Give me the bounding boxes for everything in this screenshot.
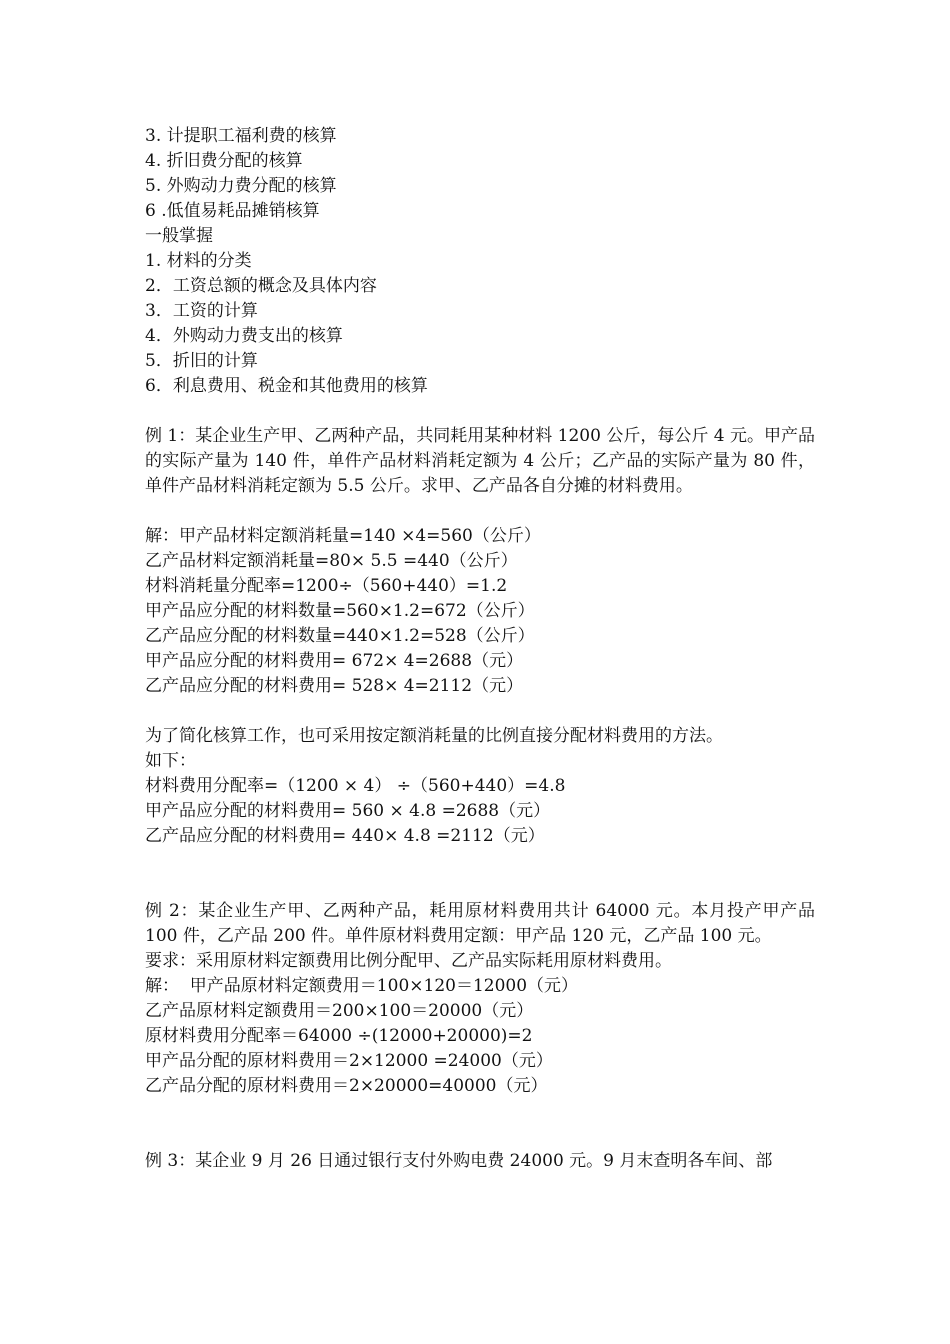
document-page bbox=[145, 124, 815, 1174]
solution-line: 材料费用分配率=（1200 × 4） ÷（560+440）=4.8 bbox=[145, 776, 566, 796]
example-1 bbox=[145, 424, 815, 849]
solution-line: 解：甲产品材料定额消耗量=140 ×4=560（公斤） bbox=[145, 526, 541, 546]
solution-line: 乙产品应分配的材料费用= 528× 4=2112（元） bbox=[145, 676, 524, 696]
general-list bbox=[145, 249, 815, 399]
list-item: 4. 折旧费分配的核算 bbox=[145, 151, 303, 171]
solution-line: 乙产品材料定额消耗量=80× 5.5 =440（公斤） bbox=[145, 551, 518, 571]
example-question: 例 2：某企业生产甲、乙两种产品，耗用原材料费用共计 64000 元。本月投产甲产品 100 件，乙产品 200 件。单件原材料费用定额：甲产品 120 元，乙产品 100 元。 bbox=[145, 901, 815, 946]
solution-line: 乙产品分配的原材料费用＝2×20000=40000（元） bbox=[145, 1076, 548, 1096]
list-item: 5．折旧的计算 bbox=[145, 351, 258, 371]
list-item: 6 .低值易耗品摊销核算 bbox=[145, 201, 320, 221]
solution-line: 解： 甲产品原材料定额费用＝100×120＝12000（元） bbox=[145, 976, 579, 996]
solution-line: 乙产品原材料定额费用＝200×100＝20000（元） bbox=[145, 1001, 534, 1021]
alternative-solution bbox=[145, 774, 815, 849]
list-item: 2．工资总额的概念及具体内容 bbox=[145, 276, 377, 296]
solution-line: 甲产品应分配的材料费用= 672× 4=2688（元） bbox=[145, 651, 524, 671]
solution-line: 原材料费用分配率＝64000 ÷(12000+20000)=2 bbox=[145, 1026, 533, 1046]
key-points-list bbox=[145, 124, 815, 224]
example-solution bbox=[145, 974, 815, 1099]
solution-line: 乙产品应分配的材料费用= 440× 4.8 =2112（元） bbox=[145, 826, 545, 846]
list-item: 6．利息费用、税金和其他费用的核算 bbox=[145, 376, 428, 396]
list-item: 5. 外购动力费分配的核算 bbox=[145, 176, 337, 196]
solution-line: 甲产品分配的原材料费用＝2×12000 =24000（元） bbox=[145, 1051, 553, 1071]
list-item: 3．工资的计算 bbox=[145, 301, 258, 321]
alternative-intro: 如下： bbox=[145, 751, 196, 771]
solution-line: 材料消耗量分配率=1200÷（560+440）=1.2 bbox=[145, 576, 508, 596]
example-question: 例 1：某企业生产甲、乙两种产品，共同耗用某种材料 1200 公斤，每公斤 4 元。甲产品的实际产量为 140 件，单件产品材料消耗定额为 4 公斤；乙产品的实际产量为 80 件，单件产品材料消耗定额为 5.5 公斤。求甲、乙产品各自分摊的材料费用。 bbox=[145, 426, 815, 496]
solution-line: 甲产品应分配的材料费用= 560 × 4.8 =2688（元） bbox=[145, 801, 551, 821]
alternative-intro: 为了简化核算工作，也可采用按定额消耗量的比例直接分配材料费用的方法。 bbox=[145, 726, 723, 746]
solution-line: 乙产品应分配的材料数量=440×1.2=528（公斤） bbox=[145, 626, 535, 646]
example-solution bbox=[145, 524, 815, 699]
example-question: 例 3：某企业 9 月 26 日通过银行支付外购电费 24000 元。9 月末查明各车间、部 bbox=[145, 1151, 773, 1171]
list-item: 3. 计提职工福利费的核算 bbox=[145, 126, 337, 146]
example-2 bbox=[145, 899, 815, 1099]
list-item: 1. 材料的分类 bbox=[145, 251, 252, 271]
example-requirement: 要求：采用原材料定额费用比例分配甲、乙产品实际耗用原材料费用。 bbox=[145, 951, 672, 971]
example-3 bbox=[145, 1149, 815, 1174]
general-heading: 一般掌握 bbox=[145, 226, 213, 246]
list-item: 4．外购动力费支出的核算 bbox=[145, 326, 343, 346]
solution-line: 甲产品应分配的材料数量=560×1.2=672（公斤） bbox=[145, 601, 535, 621]
